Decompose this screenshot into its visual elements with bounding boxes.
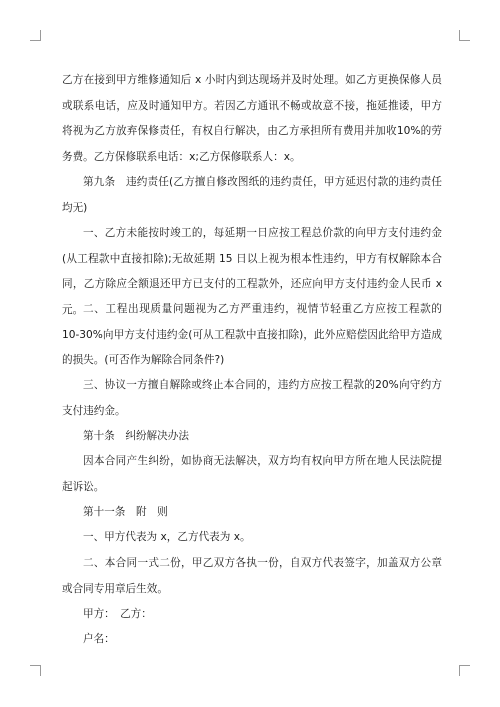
account-name-line: 户名： [83,633,115,645]
paragraph-copies-effective: 二、本合同一式二份，甲乙双方各执一份，自双方代表签字，加盖双方公章或合同专用章后生效。 [62,557,442,595]
signature-parties-line: 甲方： 乙方： [83,608,152,620]
crop-mark-top-right-v [459,30,460,41]
paragraph-maintenance-response: 乙方在接到甲方维修通知后 x 小时内到达现场并及时处理。如乙方更换保修人员或联系电话，应及时通知甲方。若因乙方通讯不畅或故意不接，拖延推诿，甲方将视为乙方放弃保修责任，有权自行解决，由乙方承担所有费用并加收10%的劳务费。乙方保修联系电话：x;乙方保修联系人：x。 [62,74,442,163]
paragraph-delay-penalty: 一、乙方未能按时竣工的，每延期一日应按工程总价款的向甲方支付违约金(从工程款中直接扣除);无故延期 15 日以上视为根本性违约，甲方有权解除本合同，乙方除应全额退还甲方已支付的工程款外，还应向甲方支付违约金人民币 x 元。 [62,227,442,316]
crop-mark-top-left-v [40,30,41,41]
heading-article-9: 第九条 违约责任(乙方擅自修改图纸的违约责任，甲方延迟付款的违约责任均无) [62,176,442,214]
heading-article-11: 第十一条 附 则 [83,506,168,518]
paragraph-termination-penalty: 三、协议一方擅自解除或终止本合同的，违约方应按工程款的20%向守约方支付违约金。 [62,379,442,417]
crop-mark-top-right-h [459,40,470,41]
paragraph-quality-penalty: 二、工程出现质量问题视为乙方严重违约，视情节轻重乙方应按工程款的 10-30%向甲方支付违约金(可从工程款中直接扣除)，此外应赔偿因此给甲方造成的损失。(可否作为解除合同条件?) [62,303,442,366]
crop-mark-bottom-right-v [459,665,460,676]
crop-mark-bottom-left-v [40,665,41,676]
crop-mark-bottom-right-h [459,665,470,666]
paragraph-representatives: 一、甲方代表为 x，乙方代表为 x。 [83,531,251,543]
heading-article-10: 第十条 纠纷解决办法 [83,430,189,442]
paragraph-dispute-resolution: 因本合同产生纠纷，如协商无法解决，双方均有权向甲方所在地人民法院提起诉讼。 [62,455,442,493]
